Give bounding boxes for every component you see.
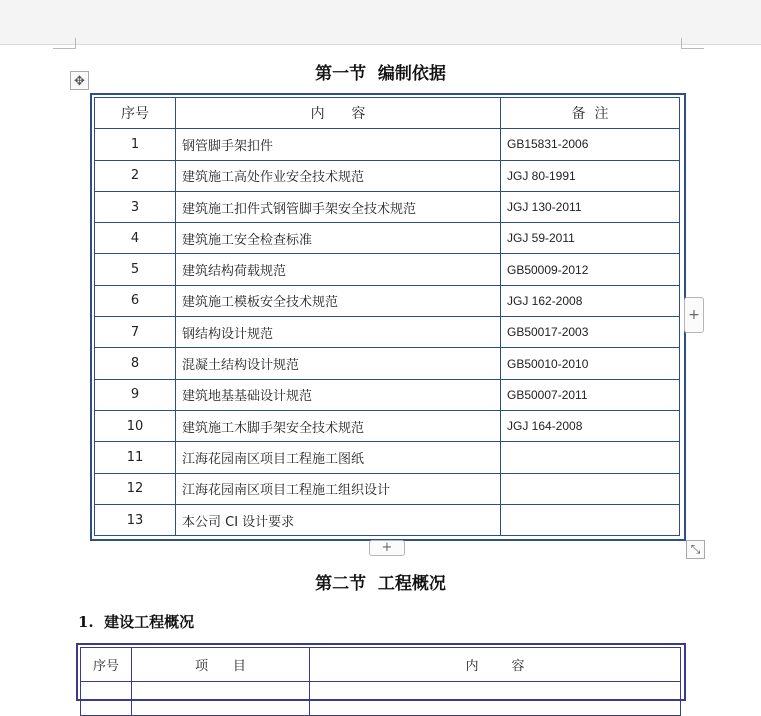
resize-icon[interactable]: ⤡ (686, 540, 705, 559)
margin-corner-left (53, 38, 76, 49)
cell-content[interactable]: 建筑结构荷载规范 (176, 254, 501, 285)
cell-no[interactable]: 12 (95, 473, 176, 504)
header-no[interactable]: 序号 (81, 648, 132, 682)
plus-icon: + (381, 540, 393, 555)
cell-no[interactable]: 1 (95, 129, 176, 160)
plus-icon: + (688, 307, 700, 323)
add-column-button[interactable] (684, 297, 704, 333)
cell-no[interactable]: 6 (95, 285, 176, 316)
header-content[interactable]: 内 容 (176, 98, 501, 129)
cell-no[interactable]: 11 (95, 442, 176, 473)
cell-no[interactable]: 5 (95, 254, 176, 285)
table-row (95, 473, 680, 504)
table-row (81, 682, 681, 716)
cell-remark[interactable]: GB15831-2006 (501, 129, 680, 160)
cell-remark[interactable]: GB50009-2012 (501, 254, 680, 285)
cell-no[interactable]: 3 (95, 191, 176, 222)
cell-no[interactable]: 4 (95, 223, 176, 254)
section2-title: 第二节 工程概况 (315, 574, 446, 594)
cell-remark[interactable] (501, 442, 680, 473)
basis-table-grid (94, 97, 680, 536)
cell-content[interactable]: 建筑施工模板安全技术规范 (176, 285, 501, 316)
header-item[interactable]: 项 目 (132, 648, 310, 682)
table-row (95, 160, 680, 191)
table-row (95, 442, 680, 473)
cell-no[interactable] (81, 682, 132, 716)
cell-no[interactable]: 9 (95, 379, 176, 410)
table-row (95, 285, 680, 316)
section2-subtitle: 1. 建设工程概况 (78, 613, 195, 631)
cell-no[interactable]: 10 (95, 410, 176, 441)
cell-content[interactable]: 建筑施工扣件式钢管脚手架安全技术规范 (176, 191, 501, 222)
cell-content[interactable]: 钢管脚手架扣件 (176, 129, 501, 160)
overview-table (76, 643, 686, 701)
cell-remark[interactable]: JGJ 80-1991 (501, 160, 680, 191)
cell-content[interactable]: 江海花园南区项目工程施工图纸 (176, 442, 501, 473)
table-header-row (81, 648, 681, 682)
cell-no[interactable]: 2 (95, 160, 176, 191)
table-row (95, 348, 680, 379)
cell-remark[interactable]: JGJ 164-2008 (501, 410, 680, 441)
cell-no[interactable]: 7 (95, 317, 176, 348)
cell-content[interactable]: 建筑地基基础设计规范 (176, 379, 501, 410)
cell-remark[interactable]: JGJ 130-2011 (501, 191, 680, 222)
header-no[interactable]: 序号 (95, 98, 176, 129)
table-row (95, 223, 680, 254)
cell-remark[interactable]: GB50010-2010 (501, 348, 680, 379)
cell-remark[interactable]: GB50007-2011 (501, 379, 680, 410)
page-top-margin (0, 0, 761, 45)
table-row (95, 254, 680, 285)
cell-content[interactable]: 建筑施工安全检查标准 (176, 223, 501, 254)
cell-no[interactable]: 8 (95, 348, 176, 379)
cell-remark[interactable]: JGJ 162-2008 (501, 285, 680, 316)
add-row-button[interactable] (369, 540, 405, 556)
table-row (95, 317, 680, 348)
basis-table (90, 93, 686, 541)
table-row (95, 504, 680, 535)
cell-content[interactable]: 本公司 CI 设计要求 (176, 504, 501, 535)
cell-remark[interactable]: GB50017-2003 (501, 317, 680, 348)
cell-remark[interactable] (501, 504, 680, 535)
section1-title: 第一节 编制依据 (315, 64, 446, 84)
move-icon[interactable]: ✥ (70, 71, 89, 90)
margin-corner-right (681, 38, 704, 49)
table-row (95, 379, 680, 410)
overview-table-grid (80, 647, 681, 716)
cell-content[interactable]: 混凝土结构设计规范 (176, 348, 501, 379)
cell-item[interactable] (132, 682, 310, 716)
header-remark[interactable]: 备 注 (501, 98, 680, 129)
table-row (95, 410, 680, 441)
cell-remark[interactable]: JGJ 59-2011 (501, 223, 680, 254)
cell-content[interactable]: 江海花园南区项目工程施工组织设计 (176, 473, 501, 504)
cell-content[interactable]: 钢结构设计规范 (176, 317, 501, 348)
cell-content[interactable]: 建筑施工木脚手架安全技术规范 (176, 410, 501, 441)
cell-remark[interactable] (501, 473, 680, 504)
cell-content[interactable]: 建筑施工高处作业安全技术规范 (176, 160, 501, 191)
table-row (95, 129, 680, 160)
table-row (95, 191, 680, 222)
header-content[interactable]: 内 容 (310, 648, 681, 682)
cell-no[interactable]: 13 (95, 504, 176, 535)
table-header-row (95, 98, 680, 129)
cell-content[interactable] (310, 682, 681, 716)
